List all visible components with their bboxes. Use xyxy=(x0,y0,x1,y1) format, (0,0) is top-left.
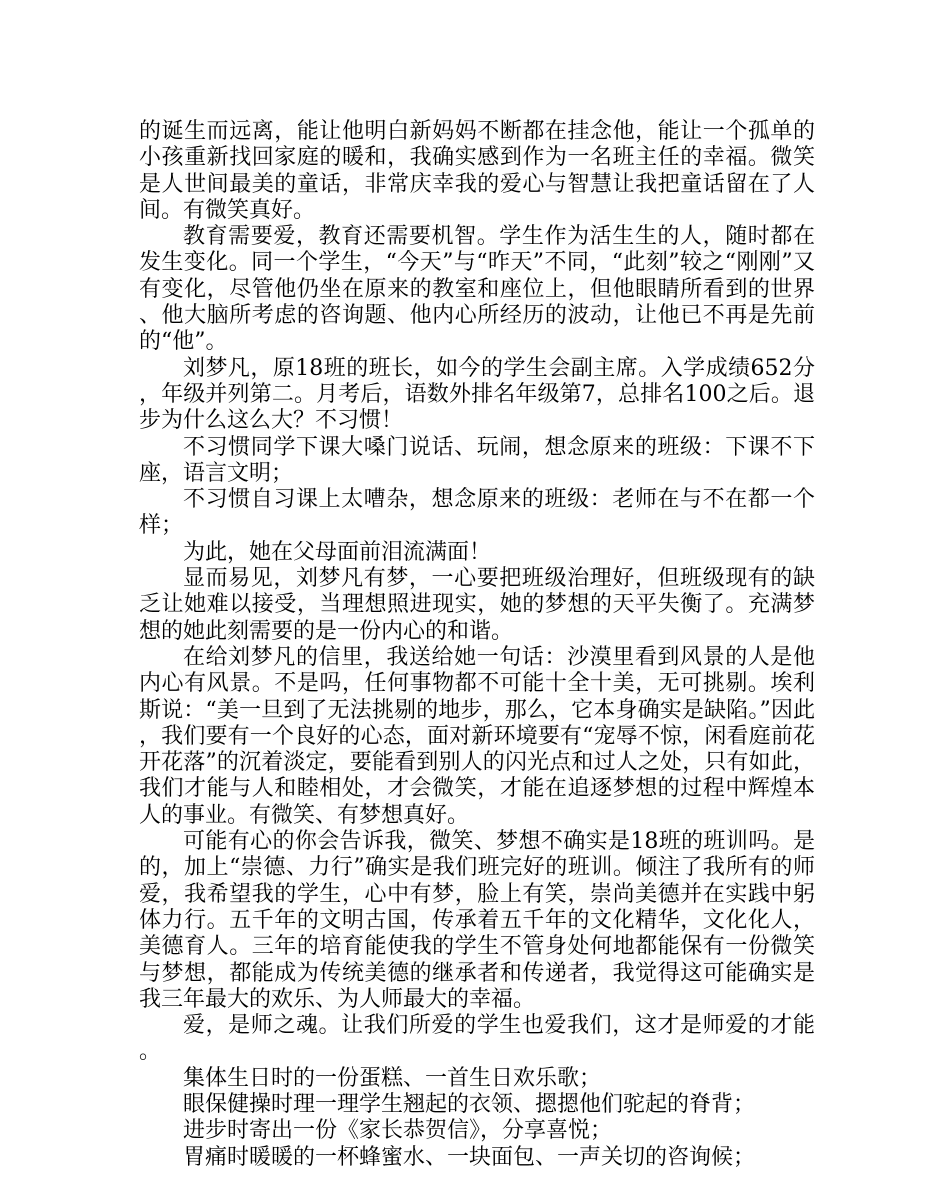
paragraph: 显而易见，刘梦凡有梦，一心要把班级治理好，但班级现有的缺乏让她难以接受，当理想照进现实，她的梦想的天平失衡了。充满梦想的她此刻需要的是一份内心的和谐。 xyxy=(139,566,815,644)
paragraph: 为此，她在父母面前泪流满面！ xyxy=(183,539,492,565)
document-body xyxy=(139,119,815,1171)
paragraph: 教育需要爱，教育还需要机智。学生作为活生生的人，随时都在发生变化。同一个学生，“今天”与“昨天”不同，“此刻”较之“刚刚”又有变化，尽管他仍坐在原来的教室和座位上，但他眼睛所看到的世界、他大脑所考虑的咨询题、他内心所经历的波动，让他已不再是先前的“他”。 xyxy=(139,224,815,355)
paragraph: 可能有心的你会告诉我，微笑、梦想不确实是18班的班训吗。是的，加上“崇德、力行”确实是我们班完好的班训。倾注了我所有的师爱，我希望我的学生，心中有梦，脸上有笑，崇尚美德并在实践中躬体力行。五千年的文明古国，传承着五千年的文化精华，文化化人，美德育人。三年的培育能使我的学生不管身处何地都能保有一份微笑与梦想，都能成为传统美德的继承者和传递者，我觉得这可能确实是我三年最大的欢乐、为人师最大的幸福。 xyxy=(139,829,815,1012)
paragraph: 在给刘梦凡的信里，我送给她一句话：沙漠里看到风景的人是他内心有风景。不是吗，任何事物都不可能十全十美，无可挑剔。埃利斯说：“美一旦到了无法挑剔的地步，那么，它本身确实是缺陷。”因此，我们要有一个良好的心态，面对新环境要有“宠辱不惊，闲看庭前花开花落”的沉着淡定，要能看到别人的闪光点和过人之处，只有如此，我们才能与人和睦相处，才会微笑，才能在追逐梦想的过程中辉煌本人的事业。有微笑、有梦想真好。 xyxy=(139,644,815,828)
paragraph: 刘梦凡，原18班的班长，如今的学生会副主席。入学成绩652分，年级并列第二。月考后，语数外排名年级第7，总排名100之后。退步为什么这么大？不习惯！ xyxy=(139,355,815,434)
paragraph: 集体生日时的一份蛋糕、一首生日欢乐歌； xyxy=(183,1065,602,1091)
paragraph: 爱，是师之魂。让我们所爱的学生也爱我们，这才是师爱的才能。 xyxy=(139,1013,815,1065)
paragraph: 眼保健操时理一理学生翘起的衣领、摁摁他们驼起的脊背； xyxy=(183,1091,756,1117)
paragraph: 胃痛时暖暖的一杯蜂蜜水、一块面包、一声关切的咨询候； xyxy=(183,1144,756,1170)
paragraph: 不习惯自习课上太嘈杂，想念原来的班级：老师在与不在都一个样； xyxy=(139,487,815,539)
paragraph: 不习惯同学下课大嗓门说话、玩闹，想念原来的班级：下课不下座，语言文明； xyxy=(139,434,815,486)
paragraph: 的诞生而远离，能让他明白新妈妈不断都在挂念他，能让一个孤单的小孩重新找回家庭的暖和，我确实感到作为一名班主任的幸福。微笑是人世间最美的童话，非常庆幸我的爱心与智慧让我把童话留在了人间。有微笑真好。 xyxy=(139,119,815,223)
paragraph: 进步时寄出一份《家长恭贺信》，分享喜悦； xyxy=(183,1118,613,1144)
